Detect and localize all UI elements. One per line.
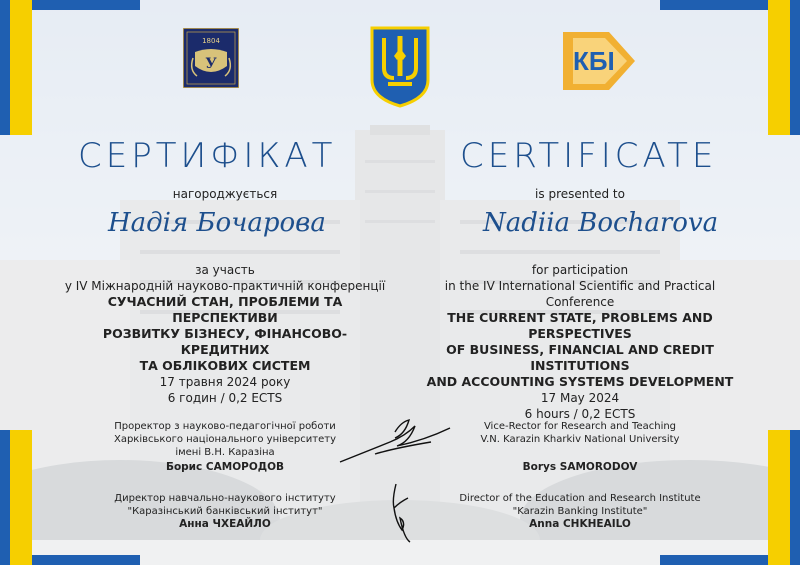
conference-title-uk-3: ТА ОБЛІКОВИХ СИСТЕМ: [139, 358, 311, 373]
awarded-en: is presented to: [535, 187, 625, 201]
conference-title-en-1: THE CURRENT STATE, PROBLEMS AND PERSPECTIVES: [447, 310, 713, 341]
signatory-2-role-uk-2: "Каразінський банківський інститут": [127, 506, 323, 517]
date-en: 17 May 2024: [540, 391, 620, 405]
corner-top-right: [660, 0, 800, 135]
signature-chkheailo: [380, 478, 430, 548]
conference-title-en-2: OF BUSINESS, FINANCIAL AND CREDIT INSTITUTIONS: [446, 342, 714, 373]
kbi-logo: [543, 28, 638, 94]
date-uk: 17 травня 2024 року: [159, 375, 291, 389]
corner-top-left: [0, 0, 140, 135]
body-en: [410, 262, 750, 422]
hours-uk: 6 годин / 0,2 ECTS: [167, 391, 283, 405]
signatory-2-en: [410, 492, 750, 531]
signatory-1-name-uk: Борис САМОРОДОВ: [165, 461, 285, 473]
signatory-1-name-en: Borys SAMORODOV: [522, 461, 638, 473]
conference-title-uk-2: РОЗВИТКУ БІЗНЕСУ, ФІНАНСОВО-КРЕДИТНИХ: [102, 326, 348, 357]
signatory-1-role-uk-2: Харківського національного університету: [113, 434, 336, 445]
conference-title-uk-1: СУЧАСНИЙ СТАН, ПРОБЛЕМИ ТА ПЕРСПЕКТИВИ: [107, 294, 343, 325]
title-uk: СЕРТИФІКАТ: [78, 136, 337, 176]
signatory-2-role-en-2: "Karazin Banking Institute": [512, 506, 648, 517]
signatory-2-uk: [60, 492, 390, 531]
conference-line-uk: у IV Міжнародній науково-практичній конференції: [64, 279, 386, 293]
signatory-2-role-en-1: Director of the Education and Research Institute: [459, 493, 701, 504]
kbi-logo-text: КБІ: [573, 46, 615, 76]
signatory-2-name-uk: Анна ЧХЕАЙЛО: [179, 518, 271, 530]
signatory-1-role-uk-1: Проректор з науково-педагогічної роботи: [114, 421, 336, 432]
ukraine-coat-of-arms: [368, 24, 432, 108]
hours-en: 6 hours / 0,2 ECTS: [524, 407, 636, 421]
signatory-1-role-en-1: Vice-Rector for Research and Teaching: [483, 421, 677, 432]
university-letter-text: У: [205, 56, 217, 72]
awarded-uk: нагороджується: [172, 187, 278, 201]
university-year-text: 1804: [202, 37, 220, 45]
conference-line-en: in the IV International Scientific and Practical Conference: [444, 279, 716, 309]
signature-samorodov: [335, 412, 465, 472]
for-participation-en: for participation: [531, 263, 629, 277]
signatory-1-role-uk-3: імені В.Н. Каразіна: [175, 447, 275, 458]
for-participation-uk: за участь: [195, 263, 255, 277]
recipient-name-en: Nadiia Bocharova: [483, 208, 719, 238]
body-uk: [60, 262, 390, 406]
university-logo: [183, 28, 239, 88]
title-en: CERTIFICATE: [460, 136, 718, 176]
signatory-1-role-en-2: V.N. Karazin Kharkiv National University: [480, 434, 680, 445]
signatory-2-role-uk-1: Директор навчально-наукового інституту: [114, 493, 336, 504]
signatory-2-name-en: Anna CHKHEAILO: [529, 518, 631, 530]
conference-title-en-3: AND ACCOUNTING SYSTEMS DEVELOPMENT: [426, 374, 734, 389]
recipient-name-uk: Надія Бочарова: [108, 208, 326, 238]
